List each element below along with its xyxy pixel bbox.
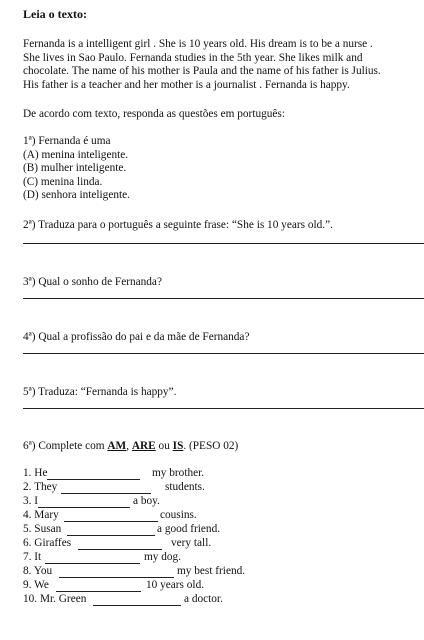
question-3: 3ª) Qual o sonho de Fernanda? <box>23 276 162 288</box>
item-rest: my dog. <box>144 551 182 563</box>
item-subject: 4. Mary <box>23 509 59 521</box>
item-rest: a boy. <box>133 495 160 507</box>
answer-blank[interactable] <box>47 469 140 480</box>
question-6-suffix: . (PESO 02) <box>183 440 239 452</box>
item-subject: 1. He <box>23 467 48 479</box>
answer-blank[interactable] <box>61 483 151 494</box>
passage-line: Fernanda is a intelligent girl . She is 10 years old. His dream is to be a nurse . <box>23 38 373 50</box>
question-2: 2ª) Traduza para o português a seguinte frase: “She is 10 years old.”. <box>23 219 333 231</box>
answer-line-4 <box>23 353 424 354</box>
item-subject: 2. They <box>23 481 58 493</box>
option-c: (C) menina linda. <box>23 175 103 188</box>
separator: ou <box>155 440 173 452</box>
item-rest: my brother. <box>152 467 205 479</box>
question-6-prefix: 6ª) Complete com <box>23 440 108 452</box>
question-5: 5ª) Traduza: “Fernanda is happy”. <box>23 386 177 398</box>
item-subject: 8. You <box>23 565 53 577</box>
item-subject: 9. We <box>23 579 49 591</box>
instructions: De acordo com texto, responda as questões em português: <box>23 108 285 120</box>
answer-blank[interactable] <box>45 553 140 564</box>
option-b: (B) mulher inteligente. <box>23 162 127 175</box>
word-is: IS <box>172 440 184 452</box>
answer-blank[interactable] <box>67 525 155 536</box>
answer-line-2 <box>23 243 424 244</box>
question-4: 4ª) Qual a profissão do pai e da mãe de Fernanda? <box>23 331 250 343</box>
answer-blank[interactable] <box>64 511 158 522</box>
option-d: (D) senhora inteligente. <box>23 189 130 202</box>
separator: , <box>126 440 132 452</box>
option-a: (A) menina inteligente. <box>23 148 129 161</box>
item-rest: a good friend. <box>157 523 221 535</box>
item-subject: 6. Giraffes <box>23 537 72 549</box>
item-rest: a doctor. <box>184 593 223 605</box>
word-are: ARE <box>131 440 156 452</box>
answer-blank[interactable] <box>93 595 181 606</box>
item-rest: very tall. <box>171 537 212 549</box>
answer-line-5 <box>23 408 424 409</box>
question-1 <box>23 135 130 203</box>
item-rest: 10 years old. <box>146 579 205 591</box>
item-subject: 7. It <box>23 551 42 563</box>
word-am: AM <box>107 440 127 452</box>
answer-blank[interactable] <box>38 497 130 508</box>
passage-line: She lives in Sao Paulo. Fernanda studies in the 5th year. She likes milk and <box>23 51 363 64</box>
item-rest: students. <box>165 481 205 493</box>
question-6 <box>23 440 238 454</box>
question-1-prompt: 1ª) Fernanda é uma <box>23 135 111 147</box>
answer-blank[interactable] <box>78 539 162 550</box>
reading-passage <box>23 38 418 92</box>
item-rest: cousins. <box>160 509 197 521</box>
item-rest: my best friend. <box>177 565 246 577</box>
answer-line-3 <box>23 298 424 299</box>
item-subject: 10. Mr. Green <box>23 593 87 605</box>
answer-blank[interactable] <box>56 581 141 592</box>
passage-line: His father is a teacher and her mother is a journalist . Fernanda is happy. <box>23 78 350 91</box>
passage-line: chocolate. The name of his mother is Paula and the name of his father is Julius. <box>23 65 381 78</box>
item-subject: 3. I <box>23 495 39 507</box>
answer-blank[interactable] <box>59 567 174 578</box>
item-subject: 5. Susan <box>23 523 62 535</box>
worksheet-title: Leia o texto: <box>23 7 87 21</box>
